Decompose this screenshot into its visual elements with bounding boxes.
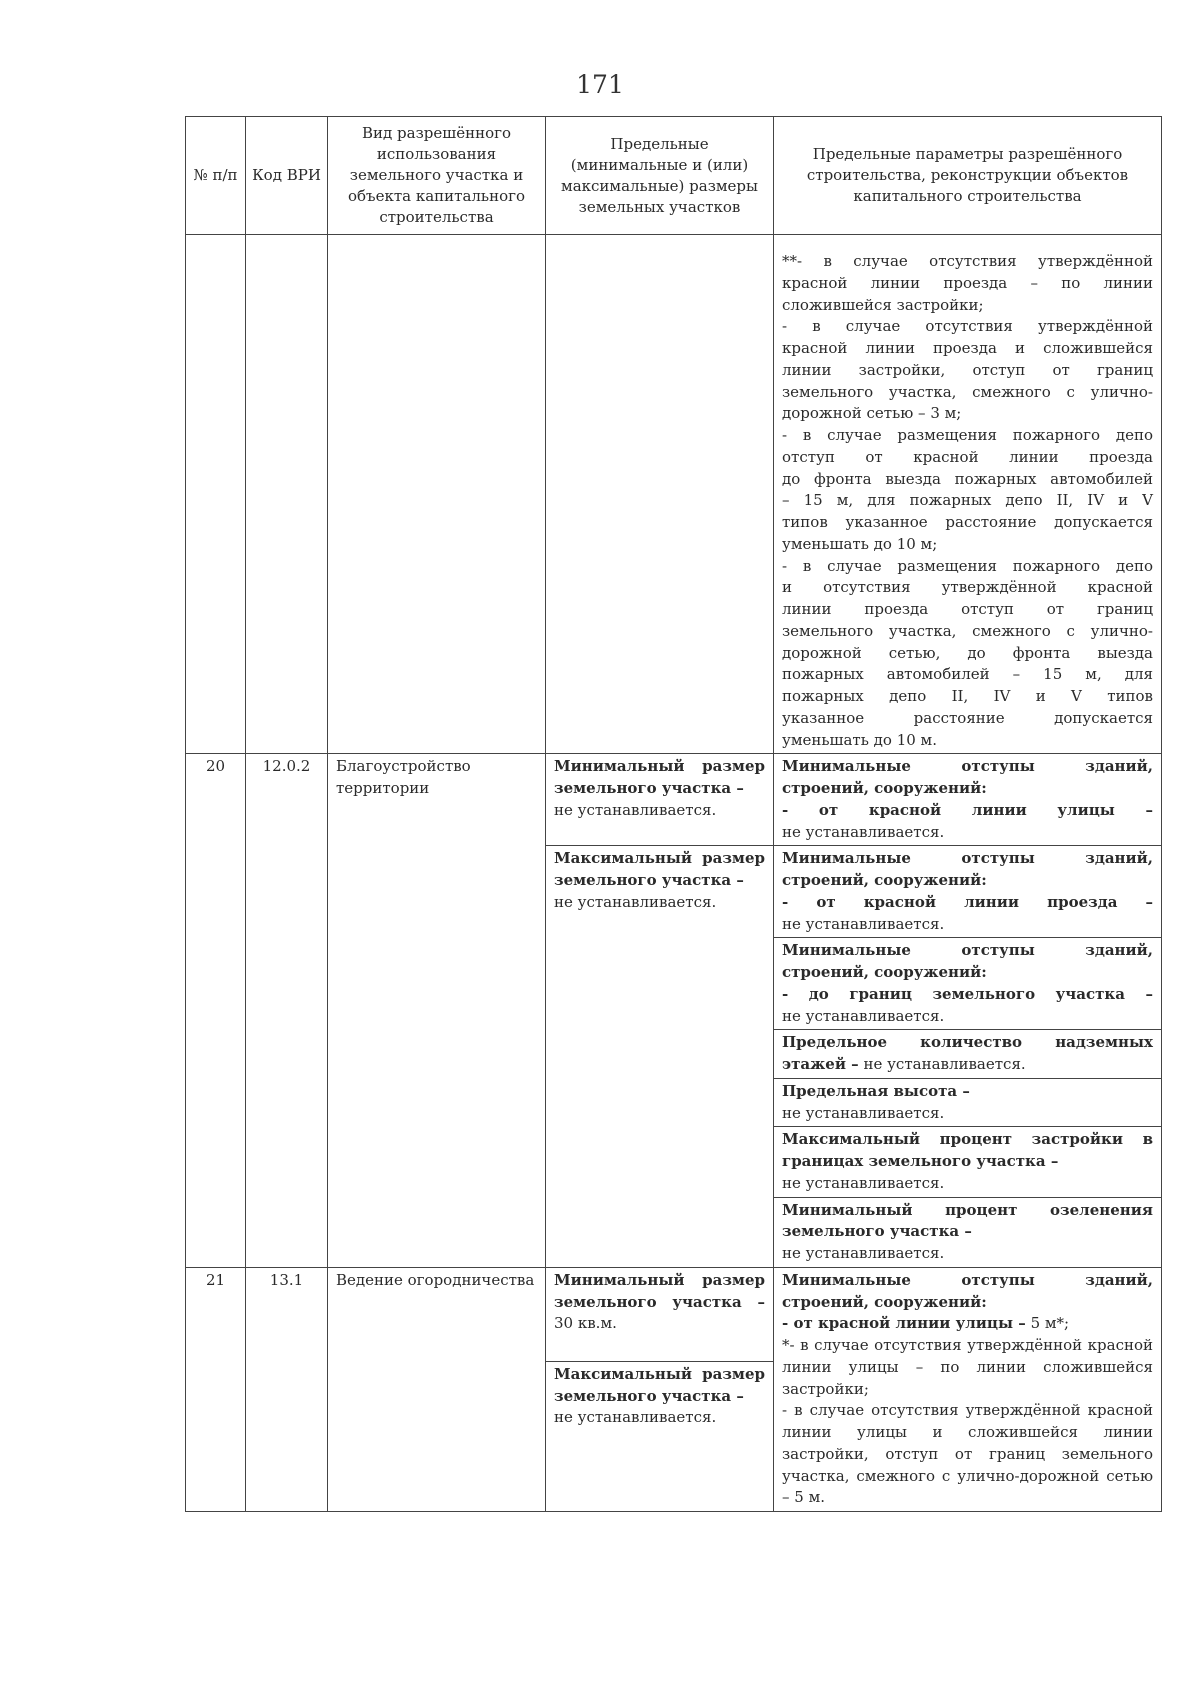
text-line: красной линии проезда – по линии xyxy=(782,273,1153,292)
max-size-cell xyxy=(546,846,774,1268)
param-note: - в случае отсутствия утверждённой красной линии улицы и сложившейся линии застройки, отступ от границ земельного участка, смежного с улично-дорожной сетью – 5 м. xyxy=(782,1401,1153,1507)
text-line: и отсутствия утверждённой красной xyxy=(782,578,1153,597)
row-number: 21 xyxy=(186,1267,246,1511)
param-label: Минимальный процент озеленения земельного участка – xyxy=(782,1200,1153,1241)
param-value: не устанавливается. xyxy=(782,822,945,841)
text-line: до фронта выезда пожарных автомобилей xyxy=(782,469,1153,488)
max-size-value: не устанавливается. xyxy=(554,1408,717,1427)
param-value: не устанавливается. xyxy=(782,1006,945,1025)
text-line: указанное расстояние допускается xyxy=(782,708,1153,727)
header-params: Предельные параметры разрешённого строительства, реконструкции объектов капитального строительства xyxy=(774,117,1162,235)
text-line: - в случае размещения пожарного депо xyxy=(782,556,1153,575)
continuation-params xyxy=(774,235,1162,754)
text-line: пожарных автомобилей – 15 м, для xyxy=(782,665,1153,684)
param-cell xyxy=(774,1078,1162,1127)
row-code: 13.1 xyxy=(246,1267,328,1511)
text-line: красной линии проезда и сложившейся xyxy=(782,339,1153,357)
param-sublabel: - от красной линии улицы – xyxy=(782,1314,1026,1333)
param-cell xyxy=(774,938,1162,1030)
param-value: не устанавливается. xyxy=(782,914,945,933)
min-size-value: не устанавливается. xyxy=(554,800,717,819)
param-label: Максимальный процент застройки в границах земельного участка – xyxy=(782,1130,1153,1170)
param-value: не устанавливается. xyxy=(782,1173,945,1192)
param-cell xyxy=(774,1267,1162,1511)
cell-empty xyxy=(546,235,774,754)
max-size-label: Максимальный размер земельного участка – xyxy=(554,849,765,889)
param-label: Минимальные отступы зданий, строений, сооружений: xyxy=(782,941,1153,981)
row-name: Благоустройство территории xyxy=(328,754,546,1268)
text-line: - в случае размещения пожарного депо xyxy=(782,426,1153,444)
param-label: Минимальные отступы зданий, строений, сооружений: xyxy=(782,849,1153,889)
text-line: отступ от красной линии проезда xyxy=(782,447,1153,466)
param-note: *- в случае отсутствия утверждённой красной линии улицы – по линии сложившейся застройки; xyxy=(782,1336,1153,1398)
text-line: земельного участка, смежного с улично- xyxy=(782,621,1153,640)
text-line: - в случае отсутствия утверждённой xyxy=(782,317,1153,336)
text-line: типов указанное расстояние допускается xyxy=(782,513,1153,531)
cell-empty xyxy=(246,235,328,754)
regulations-table xyxy=(185,116,1162,1512)
min-size-label: Минимальный размер земельного участка – xyxy=(554,1270,765,1311)
param-cell xyxy=(774,1030,1162,1079)
cell-empty xyxy=(328,235,546,754)
table-row xyxy=(186,235,1162,754)
min-size-cell xyxy=(546,1267,774,1361)
header-num: № п/п xyxy=(186,117,246,235)
text-line: уменьшать до 10 м. xyxy=(782,730,937,749)
param-cell xyxy=(774,846,1162,938)
min-size-cell xyxy=(546,754,774,846)
max-size-value: не устанавливается. xyxy=(554,892,717,911)
param-value: не устанавливается. xyxy=(863,1055,1026,1073)
text-line: дорожной сетью, до фронта выезда xyxy=(782,643,1153,662)
param-label: Минимальные отступы зданий, строений, сооружений: xyxy=(782,1270,1153,1311)
text-line: – 15 м, для пожарных депо II, IV и V xyxy=(782,491,1153,510)
text-line: сложившейся застройки; xyxy=(782,295,984,314)
row-number: 20 xyxy=(186,754,246,1268)
table-row xyxy=(186,754,1162,846)
max-size-cell xyxy=(546,1361,774,1511)
param-sublabel: - от красной линии улицы – xyxy=(782,800,1153,819)
header-size: Предельные (минимальные и (или) максимальные) размеры земельных участков xyxy=(546,117,774,235)
max-size-label: Максимальный размер земельного участка – xyxy=(554,1364,765,1405)
param-value: не устанавливается. xyxy=(782,1103,945,1122)
param-label: Предельное количество надземных этажей – xyxy=(782,1033,1153,1073)
min-size-value: 30 кв.м. xyxy=(554,1314,617,1333)
row-code: 12.0.2 xyxy=(246,754,328,1268)
param-sublabel: - от красной линии проезда – xyxy=(782,892,1153,911)
param-sublabel: - до границ земельного участка – xyxy=(782,984,1153,1003)
row-name: Ведение огородничества xyxy=(328,1267,546,1511)
page-number: 171 xyxy=(576,70,624,99)
text-line: уменьшать до 10 м; xyxy=(782,534,938,553)
cell-empty xyxy=(186,235,246,754)
param-cell xyxy=(774,754,1162,846)
param-label: Предельная высота – xyxy=(782,1081,970,1100)
param-cell xyxy=(774,1197,1162,1267)
param-cell xyxy=(774,1127,1162,1197)
table-row xyxy=(186,1267,1162,1361)
text-line: дорожной сетью – 3 м; xyxy=(782,404,962,423)
text-line: линии застройки, отступ от границ xyxy=(782,360,1153,379)
param-label: Минимальные отступы зданий, строений, сооружений: xyxy=(782,757,1153,797)
header-name: Вид разрешённого использования земельного участка и объекта капитального строительства xyxy=(328,117,546,235)
table-header-row xyxy=(186,117,1162,235)
param-value: не устанавливается. xyxy=(782,1244,945,1262)
min-size-label: Минимальный размер земельного участка – xyxy=(554,757,765,797)
param-value: 5 м*; xyxy=(1030,1314,1070,1333)
text-line: пожарных депо II, IV и V типов xyxy=(782,687,1153,705)
text-line: земельного участка, смежного с улично- xyxy=(782,382,1153,401)
text-line: **- в случае отсутствия утверждённой xyxy=(782,252,1153,270)
text-line: линии проезда отступ от границ xyxy=(782,600,1153,618)
header-code: Код ВРИ xyxy=(246,117,328,235)
